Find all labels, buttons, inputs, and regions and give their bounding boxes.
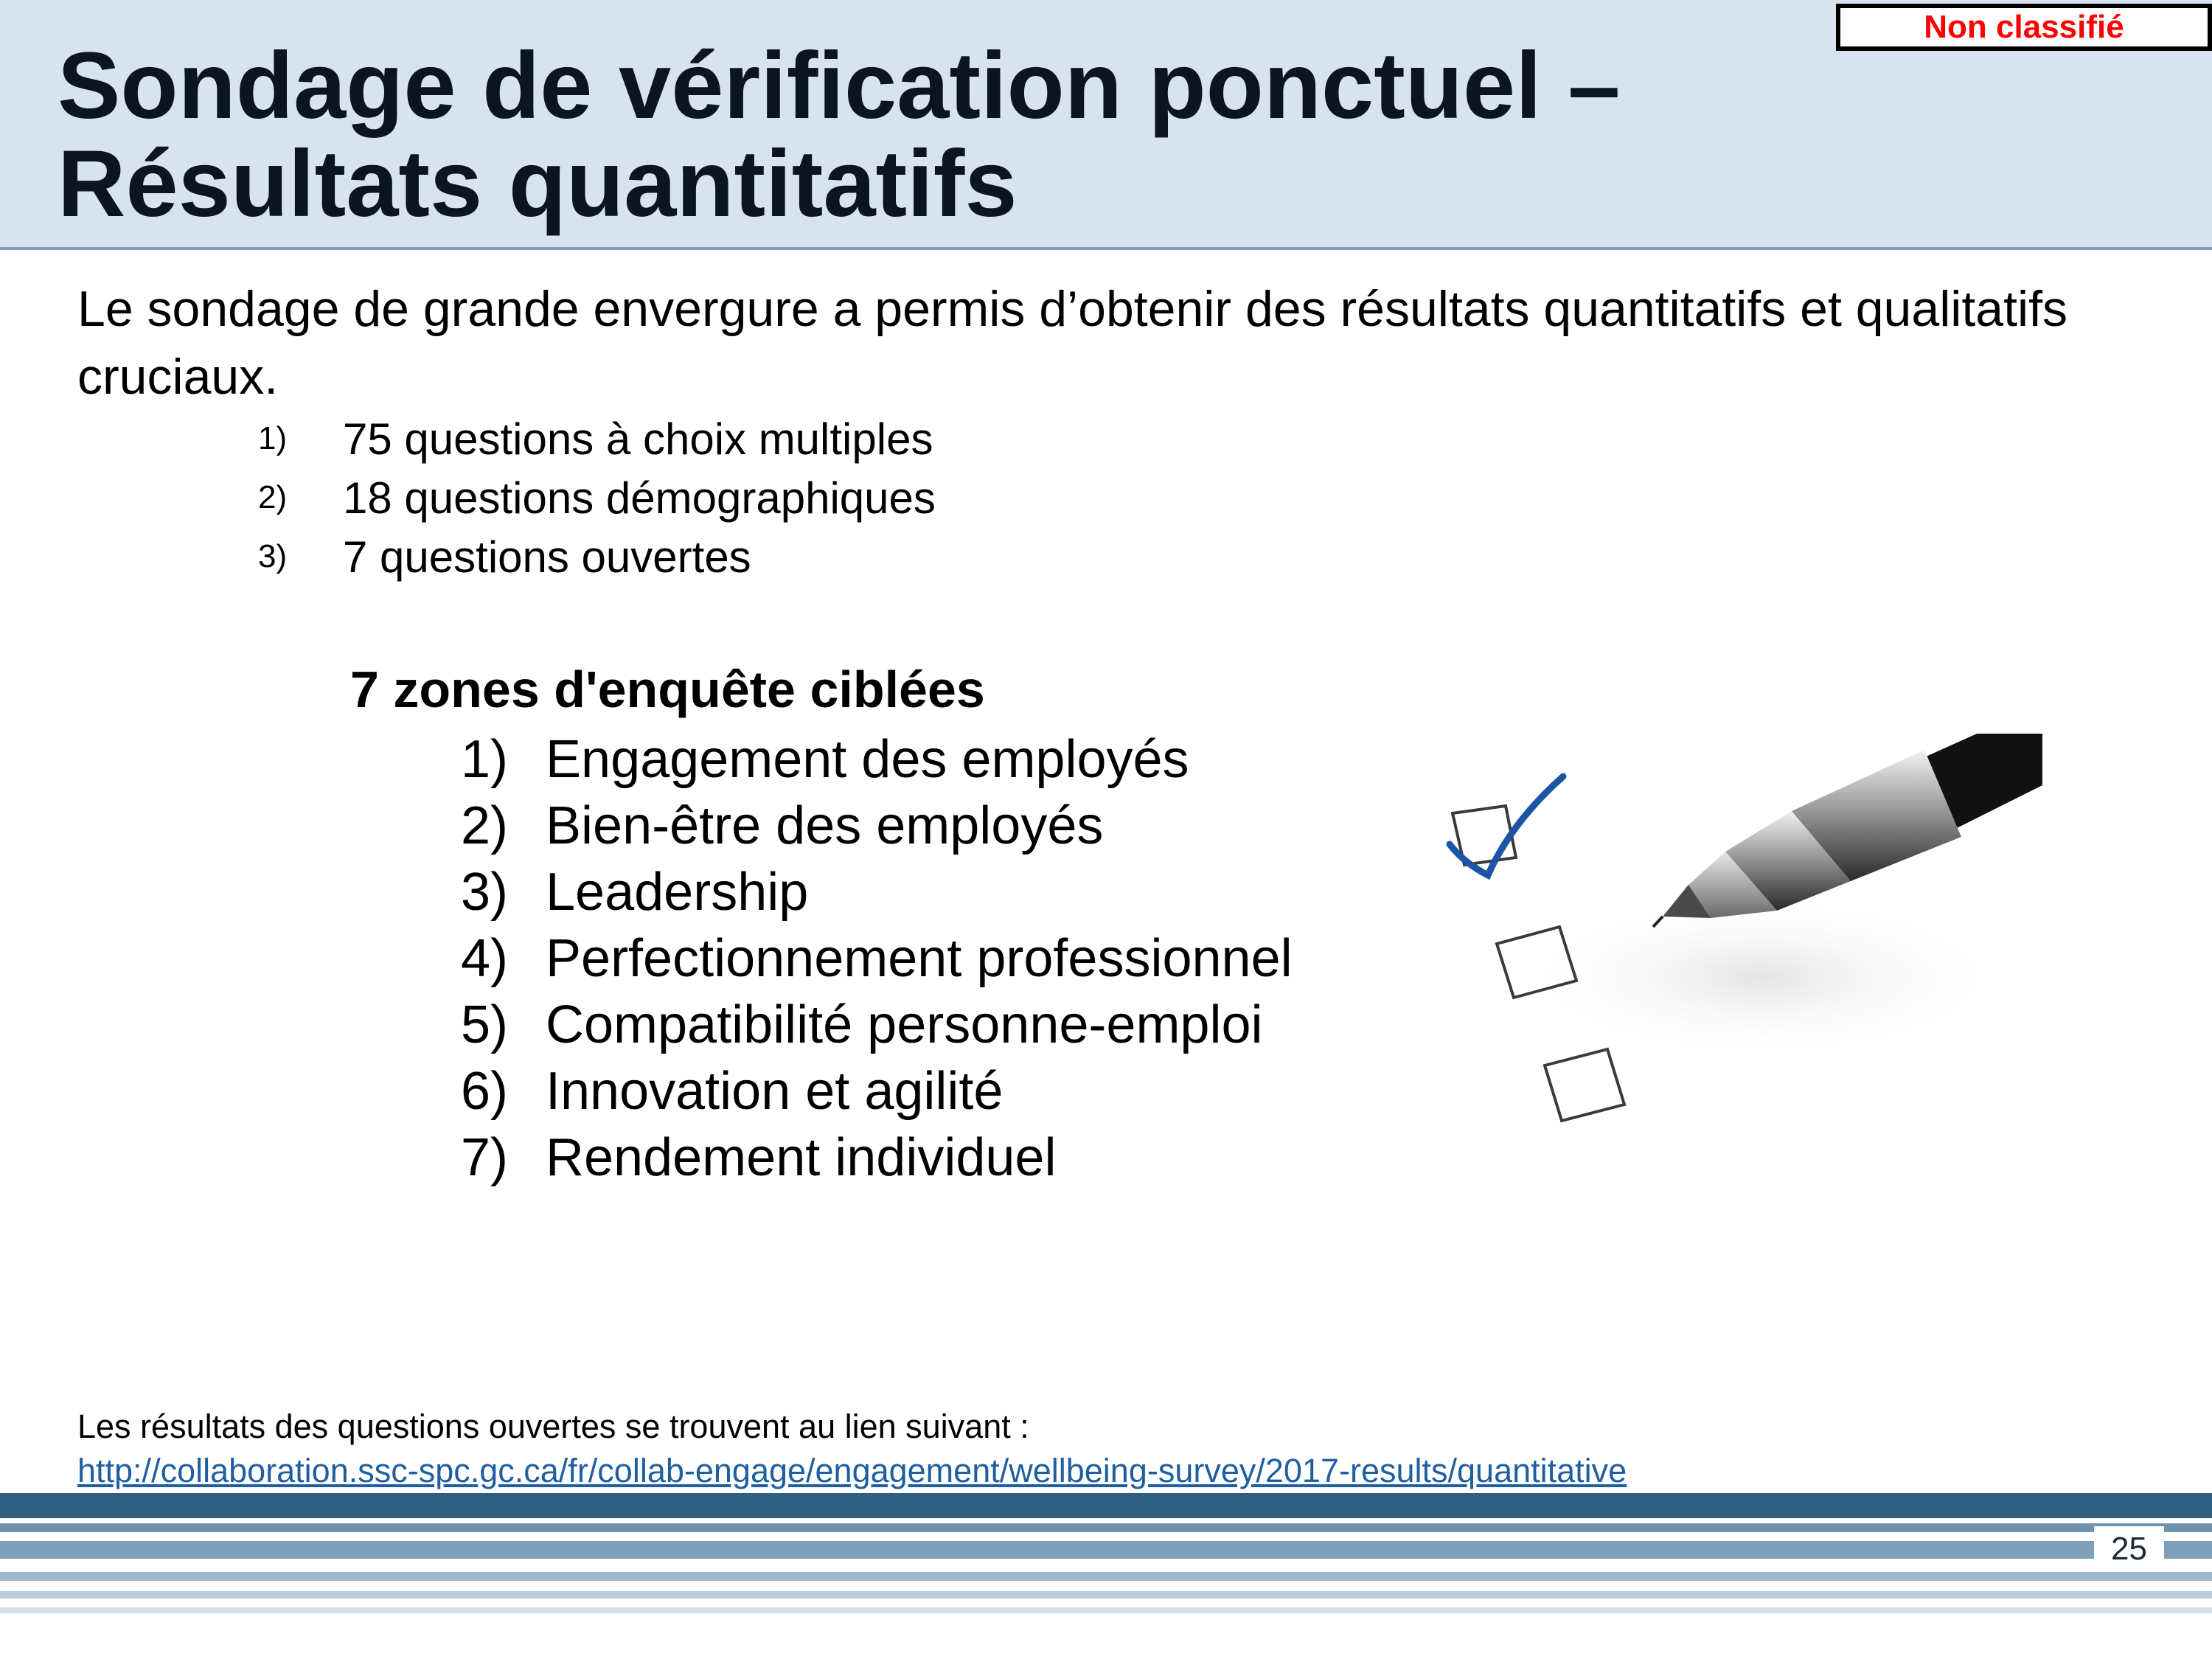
zones-list bbox=[461, 726, 1293, 1191]
list-number: 6) bbox=[461, 1062, 509, 1121]
list-item bbox=[258, 527, 936, 586]
footer-stripe bbox=[0, 1493, 2212, 1518]
list-item bbox=[461, 925, 1293, 992]
footnote bbox=[77, 1405, 1627, 1493]
question-type-list bbox=[258, 409, 936, 586]
list-text: Rendement individuel bbox=[546, 1128, 1057, 1187]
list-item bbox=[258, 409, 936, 468]
list-number: 1) bbox=[258, 420, 288, 456]
pen-icon bbox=[1653, 734, 2042, 927]
list-item bbox=[461, 1124, 1293, 1191]
classification-label: Non classifié bbox=[1836, 4, 2212, 51]
list-number: 2) bbox=[461, 796, 509, 855]
list-number: 3) bbox=[258, 538, 288, 574]
list-text: Perfectionnement professionnel bbox=[546, 929, 1293, 988]
checkbox-checked-icon bbox=[1450, 776, 1563, 875]
list-text: 75 questions à choix multiples bbox=[343, 414, 933, 464]
footnote-text: Les résultats des questions ouvertes se trouvent au lien suivant : bbox=[77, 1408, 1029, 1445]
list-text: Engagement des employés bbox=[546, 730, 1189, 789]
list-text: Compatibilité personne-emploi bbox=[546, 995, 1263, 1054]
page-number: 25 bbox=[2094, 1526, 2164, 1572]
list-text: Bien-être des employés bbox=[546, 796, 1104, 855]
footer-stripe bbox=[0, 1523, 2212, 1532]
list-text: Innovation et agilité bbox=[546, 1062, 1004, 1121]
list-item bbox=[461, 726, 1293, 793]
list-number: 5) bbox=[461, 995, 509, 1054]
list-number: 2) bbox=[258, 479, 288, 515]
list-item bbox=[461, 793, 1293, 859]
footer-stripe bbox=[0, 1591, 2212, 1599]
list-item bbox=[258, 468, 936, 527]
intro-paragraph: Le sondage de grande envergure a permis d’obtenir des résultats quantitatifs et qualitatifs cruciaux. bbox=[77, 281, 2068, 405]
list-item bbox=[461, 1058, 1293, 1124]
list-text: 7 questions ouvertes bbox=[343, 532, 751, 582]
pen-shadow bbox=[1519, 896, 2006, 1058]
checklist-pen-illustration bbox=[1379, 734, 2042, 1176]
zones-heading: 7 zones d'enquête ciblées bbox=[350, 661, 985, 718]
slide-title: Sondage de vérification ponctuel – Résultats quantitatifs bbox=[58, 33, 1621, 237]
list-number: 4) bbox=[461, 929, 509, 988]
list-item bbox=[461, 859, 1293, 925]
list-number: 1) bbox=[461, 730, 509, 789]
list-text: Leadership bbox=[546, 863, 809, 922]
list-item bbox=[461, 992, 1293, 1058]
footer-stripe bbox=[0, 1572, 2212, 1581]
checkbox-empty-icon bbox=[1545, 1049, 1624, 1121]
list-text: 18 questions démographiques bbox=[343, 473, 936, 523]
list-number: 7) bbox=[461, 1128, 509, 1187]
footer-stripe bbox=[0, 1607, 2212, 1613]
list-number: 3) bbox=[461, 863, 509, 922]
footer-stripe bbox=[0, 1541, 2212, 1559]
results-link[interactable]: http://collaboration.ssc-spc.gc.ca/fr/collab-engage/engagement/wellbeing-survey/2017-results/quantitative bbox=[77, 1452, 1627, 1489]
